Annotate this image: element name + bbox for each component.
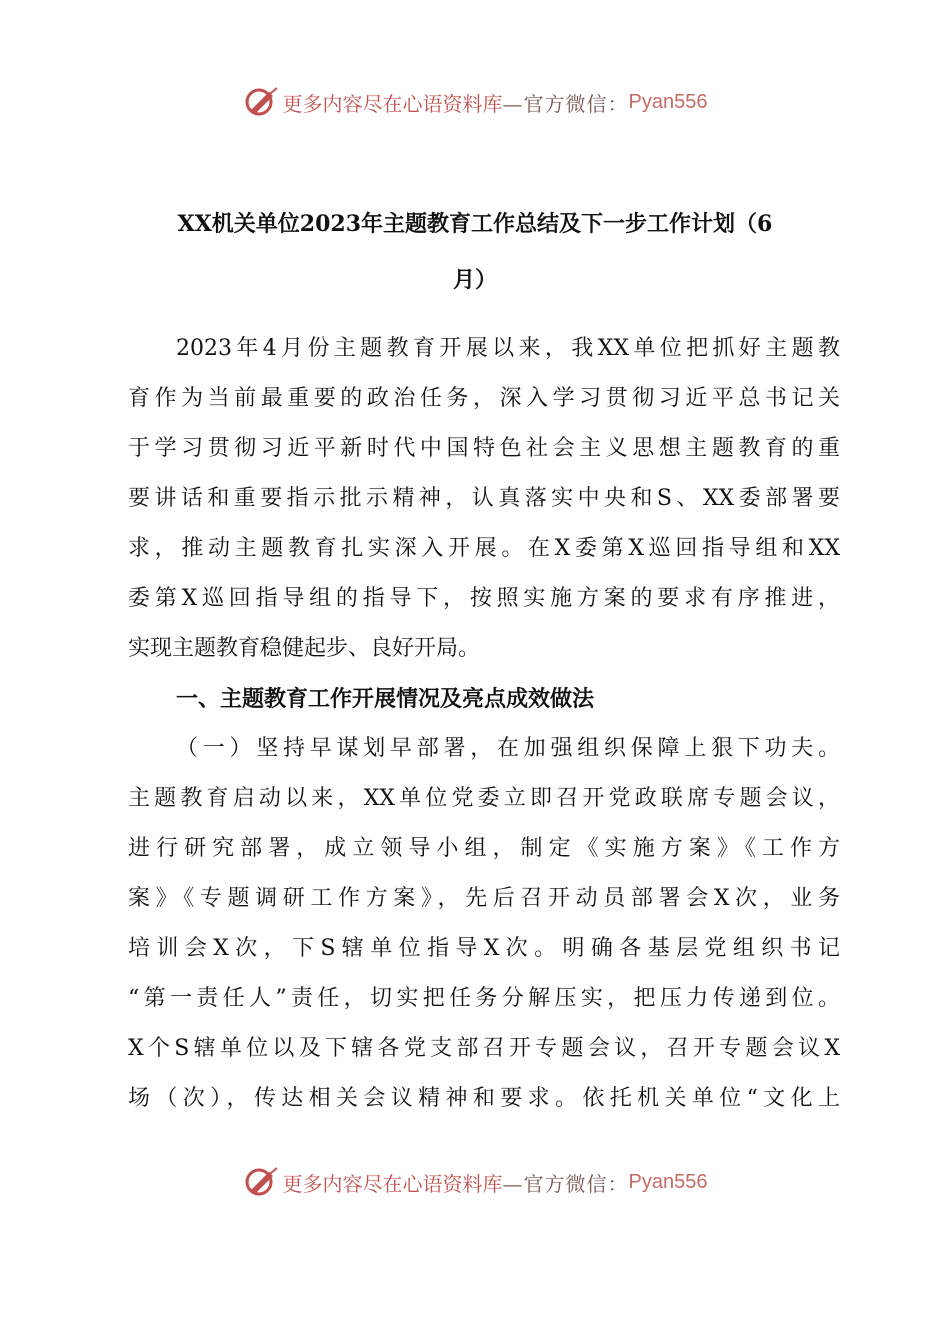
document-body <box>128 324 840 1124</box>
watermark-official-text: —官方微信： <box>502 1171 629 1196</box>
text-line: 案》《专题调研工作方案》，先后召开动员部署会X次，业务 <box>128 886 840 911</box>
text-line: 要讲话和重要指示批示精神，认真落实中央和S、XX委部署要 <box>128 486 840 511</box>
text-line: 求，推动主题教育扎实深入开展。在X委第X巡回指导组和XX <box>128 536 840 561</box>
title-line-1: XX机关单位2023年主题教育工作总结及下一步工作计划（6 <box>177 211 773 237</box>
text-line: 培训会X次，下S辖单位指导X次。明确各基层党组织书记 <box>128 936 840 961</box>
text-line: 主题教育启动以来，XX单位党委立即召开党政联席专题会议， <box>128 786 840 811</box>
text-line: 进行研究部署，成立领导小组，制定《实施方案》《工作方 <box>128 836 840 861</box>
watermark-banner-top <box>0 80 950 124</box>
text-line: （一）坚持早谋划早部署，在加强组织保障上狠下功夫。 <box>176 736 840 761</box>
watermark-official-text: —官方微信： <box>502 91 629 116</box>
text-line: 委第X巡回指导组的指导下，按照实施方案的要求有序推进， <box>128 586 840 611</box>
section-1-paragraph <box>128 724 840 1124</box>
watermark-brand-text: 更多内容尽在心语资料库 <box>282 91 503 116</box>
text-line: 场（次），传达相关会议精神和要求。依托机关单位“文化上 <box>128 1086 840 1111</box>
intro-paragraph <box>128 324 840 674</box>
text-line: 于学习贯彻习近平新时代中国特色社会主义思想主题教育的重 <box>128 436 840 461</box>
document-title <box>120 196 830 308</box>
text-line: 2023年4月份主题教育开展以来，我XX单位把抓好主题教 <box>176 336 840 361</box>
text-line: “第一责任人”责任，切实把任务分解压实，把压力传递到位。 <box>128 986 840 1011</box>
text-line: 实现主题教育稳健起步、良好开局。 <box>128 636 481 661</box>
pen-logo-icon <box>243 84 279 120</box>
watermark-banner-bottom <box>0 1160 950 1204</box>
text-line: X个S辖单位以及下辖各党支部召开专题会议，召开专题会议X <box>128 1036 840 1061</box>
watermark-wechat-id: Pyan556 <box>628 1170 708 1193</box>
section-heading: 一、主题教育工作开展情况及亮点成效做法 <box>176 686 595 712</box>
text-line: 育作为当前最重要的政治任务，深入学习贯彻习近平总书记关 <box>128 386 840 411</box>
watermark-brand-text: 更多内容尽在心语资料库 <box>282 1171 503 1196</box>
title-line-2: 月） <box>452 267 497 293</box>
pen-logo-icon <box>243 1164 279 1200</box>
watermark-wechat-id: Pyan556 <box>628 90 708 113</box>
